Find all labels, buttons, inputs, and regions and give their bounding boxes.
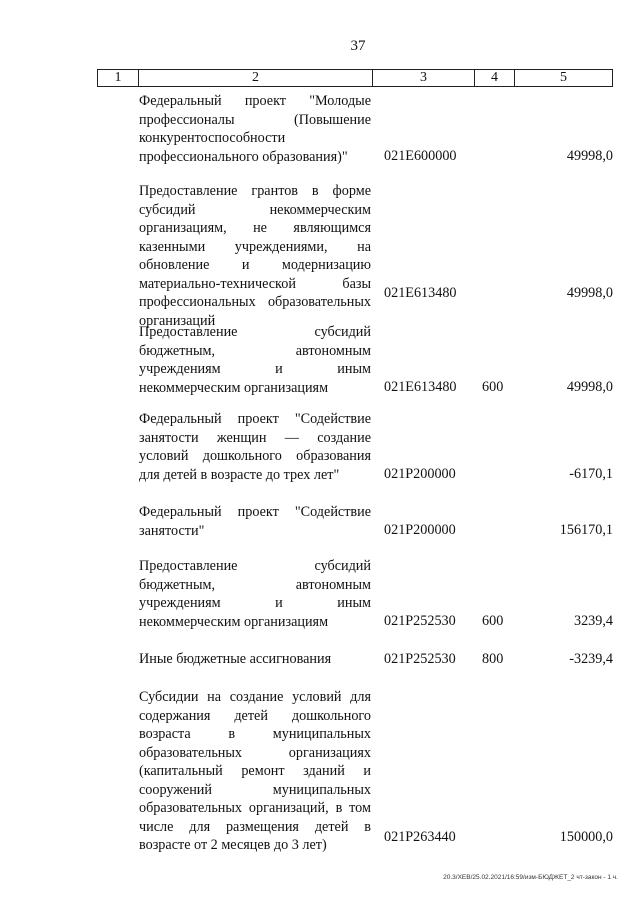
row-code: 021P200000 (384, 466, 456, 482)
header-col-2: 2 (139, 70, 373, 86)
row-amount: 49998,0 (566, 379, 613, 395)
row-name: Федеральный проект "Содействие занятости" (139, 504, 371, 539)
row-amount: 49998,0 (566, 285, 613, 301)
row-name: Иные бюджетные ассигнования (139, 651, 332, 667)
row-code: 021P252530 (384, 613, 456, 629)
row-name: Федеральный проект "Содействие занятости женщин — создание условий дошкольного образования для детей в возрасте до трех лет" (139, 411, 371, 483)
row-amount: -6170,1 (569, 466, 613, 482)
row-vr: 800 (482, 651, 504, 667)
row-vr: 600 (482, 613, 504, 629)
row-code: 021P200000 (384, 522, 456, 538)
row-amount: -3239,4 (569, 651, 613, 667)
header-col-3: 3 (373, 70, 475, 86)
page-number: 37 (350, 38, 366, 54)
header-col-4: 4 (475, 70, 515, 86)
row-vr: 600 (482, 379, 504, 395)
row-name: Предоставление субсидий бюджетным, автономным учреждениям и иным некоммерческим организациям (139, 558, 371, 630)
row-code: 021P252530 (384, 651, 456, 667)
row-code: 021E613480 (384, 285, 457, 301)
row-name: Предоставление грантов в форме субсидий некоммерческим организациям, не являющимся казенными учреждениями, на обновление и модернизацию материально-технической базы профессиональных образовательных организаций (139, 183, 371, 329)
header-col-5: 5 (560, 70, 567, 85)
row-name: Федеральный проект "Молодые профессионалы (Повышение конкурентоспособности профессионального образования)" (139, 93, 371, 165)
row-amount: 3239,4 (573, 613, 613, 629)
row-name: Субсидии на создание условий для содержания детей дошкольного возраста в муниципальных образовательных организациях (капитальный ремонт зданий и сооружений муниципальных образовательных организаций, в том числе для размещения детей в возрасте от 2 месяцев до 3 лет) (139, 689, 371, 853)
row-amount: 156170,1 (559, 522, 613, 538)
row-name: Предоставление субсидий бюджетным, автономным учреждениям и иным некоммерческим организациям (139, 324, 371, 396)
header-col-1: 1 (98, 70, 139, 86)
row-code: 021P263440 (384, 829, 456, 845)
row-amount: 49998,0 (566, 148, 613, 164)
row-amount: 150000,0 (559, 829, 613, 845)
row-code: 021E600000 (384, 148, 457, 164)
row-code: 021E613480 (384, 379, 457, 395)
footer-stamp: 20.3/XEB/25.02.2021/16:59/изм-БЮДЖЕТ_2 чт-закон - 1 ч. (443, 874, 618, 881)
